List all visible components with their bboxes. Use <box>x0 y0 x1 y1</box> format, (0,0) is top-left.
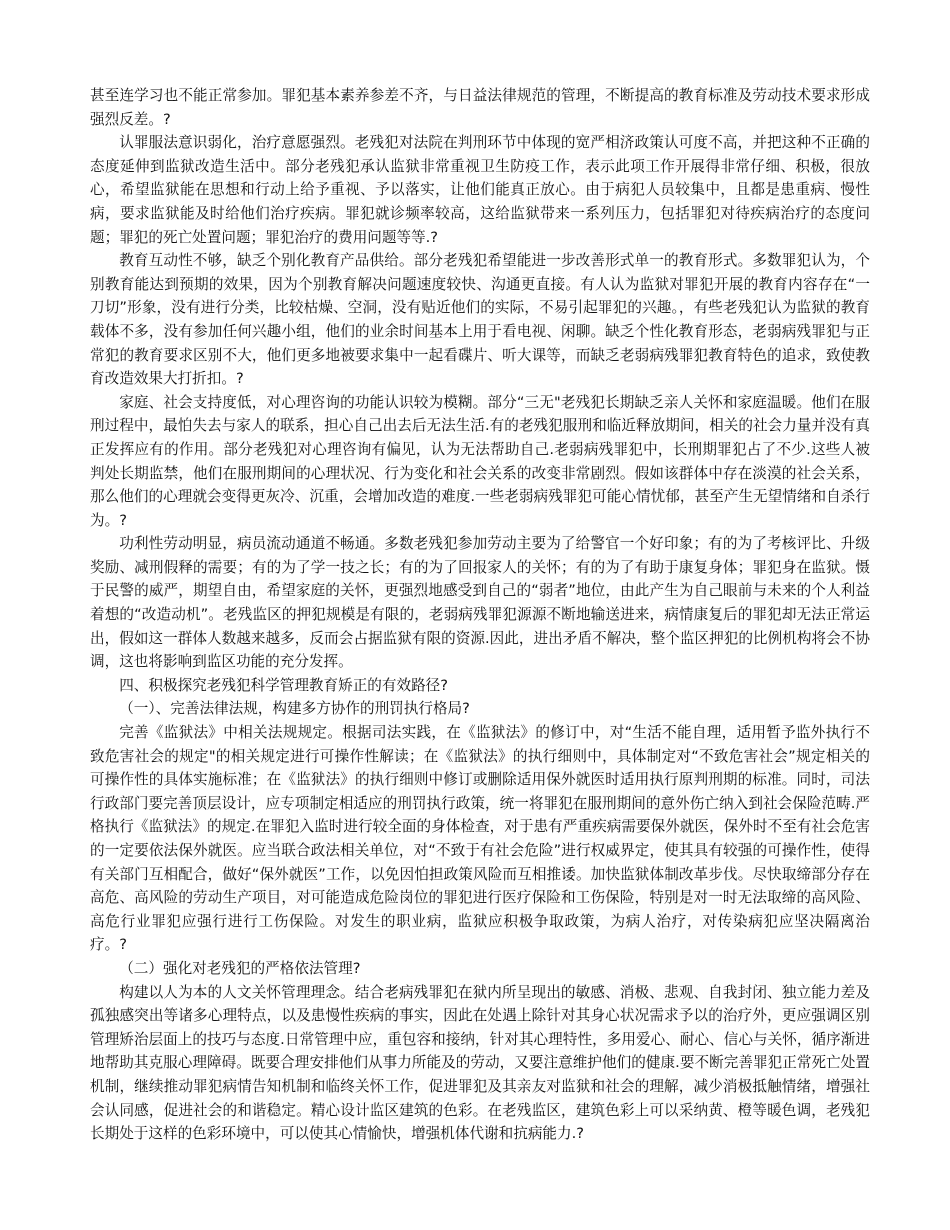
paragraph-guilt-awareness: 认罪服法意识弱化，治疗意愿强烈。老残犯对法院在判刑环节中体现的宽严相济政策认可度不高，并把这种不正确的态度延伸到监狱改造生活中。部分老残犯承认监狱非常重视卫生防疫工作，表示此项工作开展得非常仔细、积极，很放心，希望监狱能在思想和行动上给予重视、予以落实，让他们能真正放心。由于病犯人员较集中，且都是患重病、慢性病，要求监狱能及时给他们治疗疾病。罪犯就诊频率较高，这给监狱带来一系列压力，包括罪犯对待疾病治疗的态度问题；罪犯的死亡处置问题；罪犯治疗的费用问题等等.? <box>90 134 870 246</box>
document-page <box>90 84 870 1146</box>
paragraph-prison-law: 完善《监狱法》中相关法规规定。根据司法实践，在《监狱法》的修订中，对“生活不能自理，适用暂予监外执行不致危害社会的规定"的相关规定进行可操作性解读；在《监狱法》的执行细则中，具体制定对“不致危害社会”规定相关的可操作性的具体实施标准；在《监狱法》的执行细则中修订或删除适用保外就医时适用执行原判刑期的标准。同时，司法行政部门要完善顶层设计，应专项制定相适应的刑罚执行政策，统一将罪犯在服刑期间的意外伤亡纳入到社会保险范畴.严格执行《监狱法》的规定.在罪犯入监时进行较全面的身体检查，对于患有严重疾病需要保外就医，保外时不至有社会危害的一定要依法保外就医。应当联合政法相关单位，对“不致于有社会危险”进行权威界定，使其具有较强的可操作性，使得有关部门互相配合，做好“保外就医”工作，以免因怕担政策风险而互相推诿。加快监狱体制改革步伐。尽快取缔部分存在高危、高风险的劳动生产项目，对可能造成危险岗位的罪犯进行医疗保险和工伤保险，特别是对一时无法取缔的高风险、高危行业罪犯应强行进行工伤保险。对发生的职业病，监狱应积极争取政策，为病人治疗，对传染病犯应坚决隔离治疗。? <box>90 724 870 954</box>
paragraph-humanistic-management: 构建以人为本的人文关怀管理理念。结合老病残罪犯在狱内所呈现出的敏感、消极、悲观、自我封闭、独立能力差及孤独感突出等诸多心理特点，以及患慢性疾病的事实，因此在处遇上除针对其身心状况需求予以的治疗外，更应强调区别管理矫治层面上的技巧与态度.日常管理中应，重包容和接纳，针对其心理特性，多用爱心、耐心、信心与关怀，循序渐进地帮助其克服心理障碍。既要合理安排他们从事力所能及的劳动，又要注意维护他们的健康.要不断完善罪犯正常死亡处置机制，继续推动罪犯病情告知机制和临终关怀工作，促进罪犯及其亲友对监狱和社会的理解，减少消极抵触情绪，增强社会认同感，促进社会的和谐稳定。精心设计监区建筑的色彩。在老残监区，建筑色彩上可以采纳黄、橙等暖色调，老残犯长期处于这样的色彩环境中，可以使其心情愉快，增强机体代谢和抗病能力.? <box>90 983 870 1143</box>
paragraph-continuation: 甚至连学习也不能正常参加。罪犯基本素养参差不齐，与日益法律规范的管理，不断提高的教育标准及劳动技术要求形成强烈反差。? <box>90 87 870 128</box>
paragraph-education-interaction: 教育互动性不够，缺乏个别化教育产品供给。部分老残犯希望能进一步改善形式单一的教育形式。多数罪犯认为，个别教育能达到预期的效果，因为个别教育解决问题速度较快、沟通更直接。有人认为监狱对罪犯开展的教育内容存在“一刀切”形象，没有进行分类，比较枯燥、空洞，没有贴近他们的实际，不易引起罪犯的兴趣。，有些老残犯认为监狱的教育载体不多，没有参加任何兴趣小组，他们的业余时间基本上用于看电视、闲聊。缺乏个性化教育形态，老弱病残罪犯与正常犯的教育要求区别不大，他们更多地被要求集中一起看碟片、听大课等，而缺乏老弱病残罪犯教育特色的追求，致使教育改造效果大打折扣。? <box>90 252 870 388</box>
subsection-heading-2: （二）强化对老残犯的严格依法管理? <box>119 959 361 977</box>
subsection-heading-1: （一）、完善法律法规，构建多方协作的刑罚执行格局? <box>119 700 470 718</box>
paragraph-family-social-support: 家庭、社会支持度低，对心理咨询的功能认识较为模糊。部分“三无"老残犯长期缺乏亲人关怀和家庭温暖。他们在服刑过程中，最怕失去与家人的联系，担心自己出去后无法生活.有的老残犯服刑和临近释放期间，相关的社会力量并没有真正发挥应有的作用。部分老残犯对心理咨询有偏见，认为无法帮助自己.老弱病残罪犯中，长刑期罪犯占了不少.这些人被判处长期监禁，他们在服刑期间的心理状况、行为变化和社会关系的改变非常剧烈。假如该群体中存在淡漠的社会关系，那么他们的心理就会变得更灰冷、沉重，会增加改造的难度.一些老弱病残罪犯可能心情忧郁，甚至产生无望情绪和自杀行为。? <box>90 393 870 529</box>
paragraph-utilitarian-labor: 功利性劳动明显，病员流动通道不畅通。多数老残犯参加劳动主要为了给警官一个好印象；有的为了考核评比、升级奖励、减刑假释的需要；有的为了学一技之长；有的为了回报家人的关怀；有的为了有助于康复身体；罪犯身在监狱。慑于民警的威严，期望自由，希望家庭的关怀，更强烈地感受到自己的“弱者”地位，由此产生为自己眼前与未来的个人利益着想的“改造动机”。老残监区的押犯规模是有限的，老弱病残罪犯源源不断地输送进来，病情康复后的罪犯却无法正常运出，假如这一群体人数越来越多，反而会占据监狱有限的资源.因此，进出矛盾不解决，整个监区押犯的比例机构将会不协调，这也将影响到监区功能的充分发挥。 <box>90 535 870 671</box>
section-heading-4: 四、积极探究老残犯科学管理教育矫正的有效路径? <box>119 676 448 694</box>
